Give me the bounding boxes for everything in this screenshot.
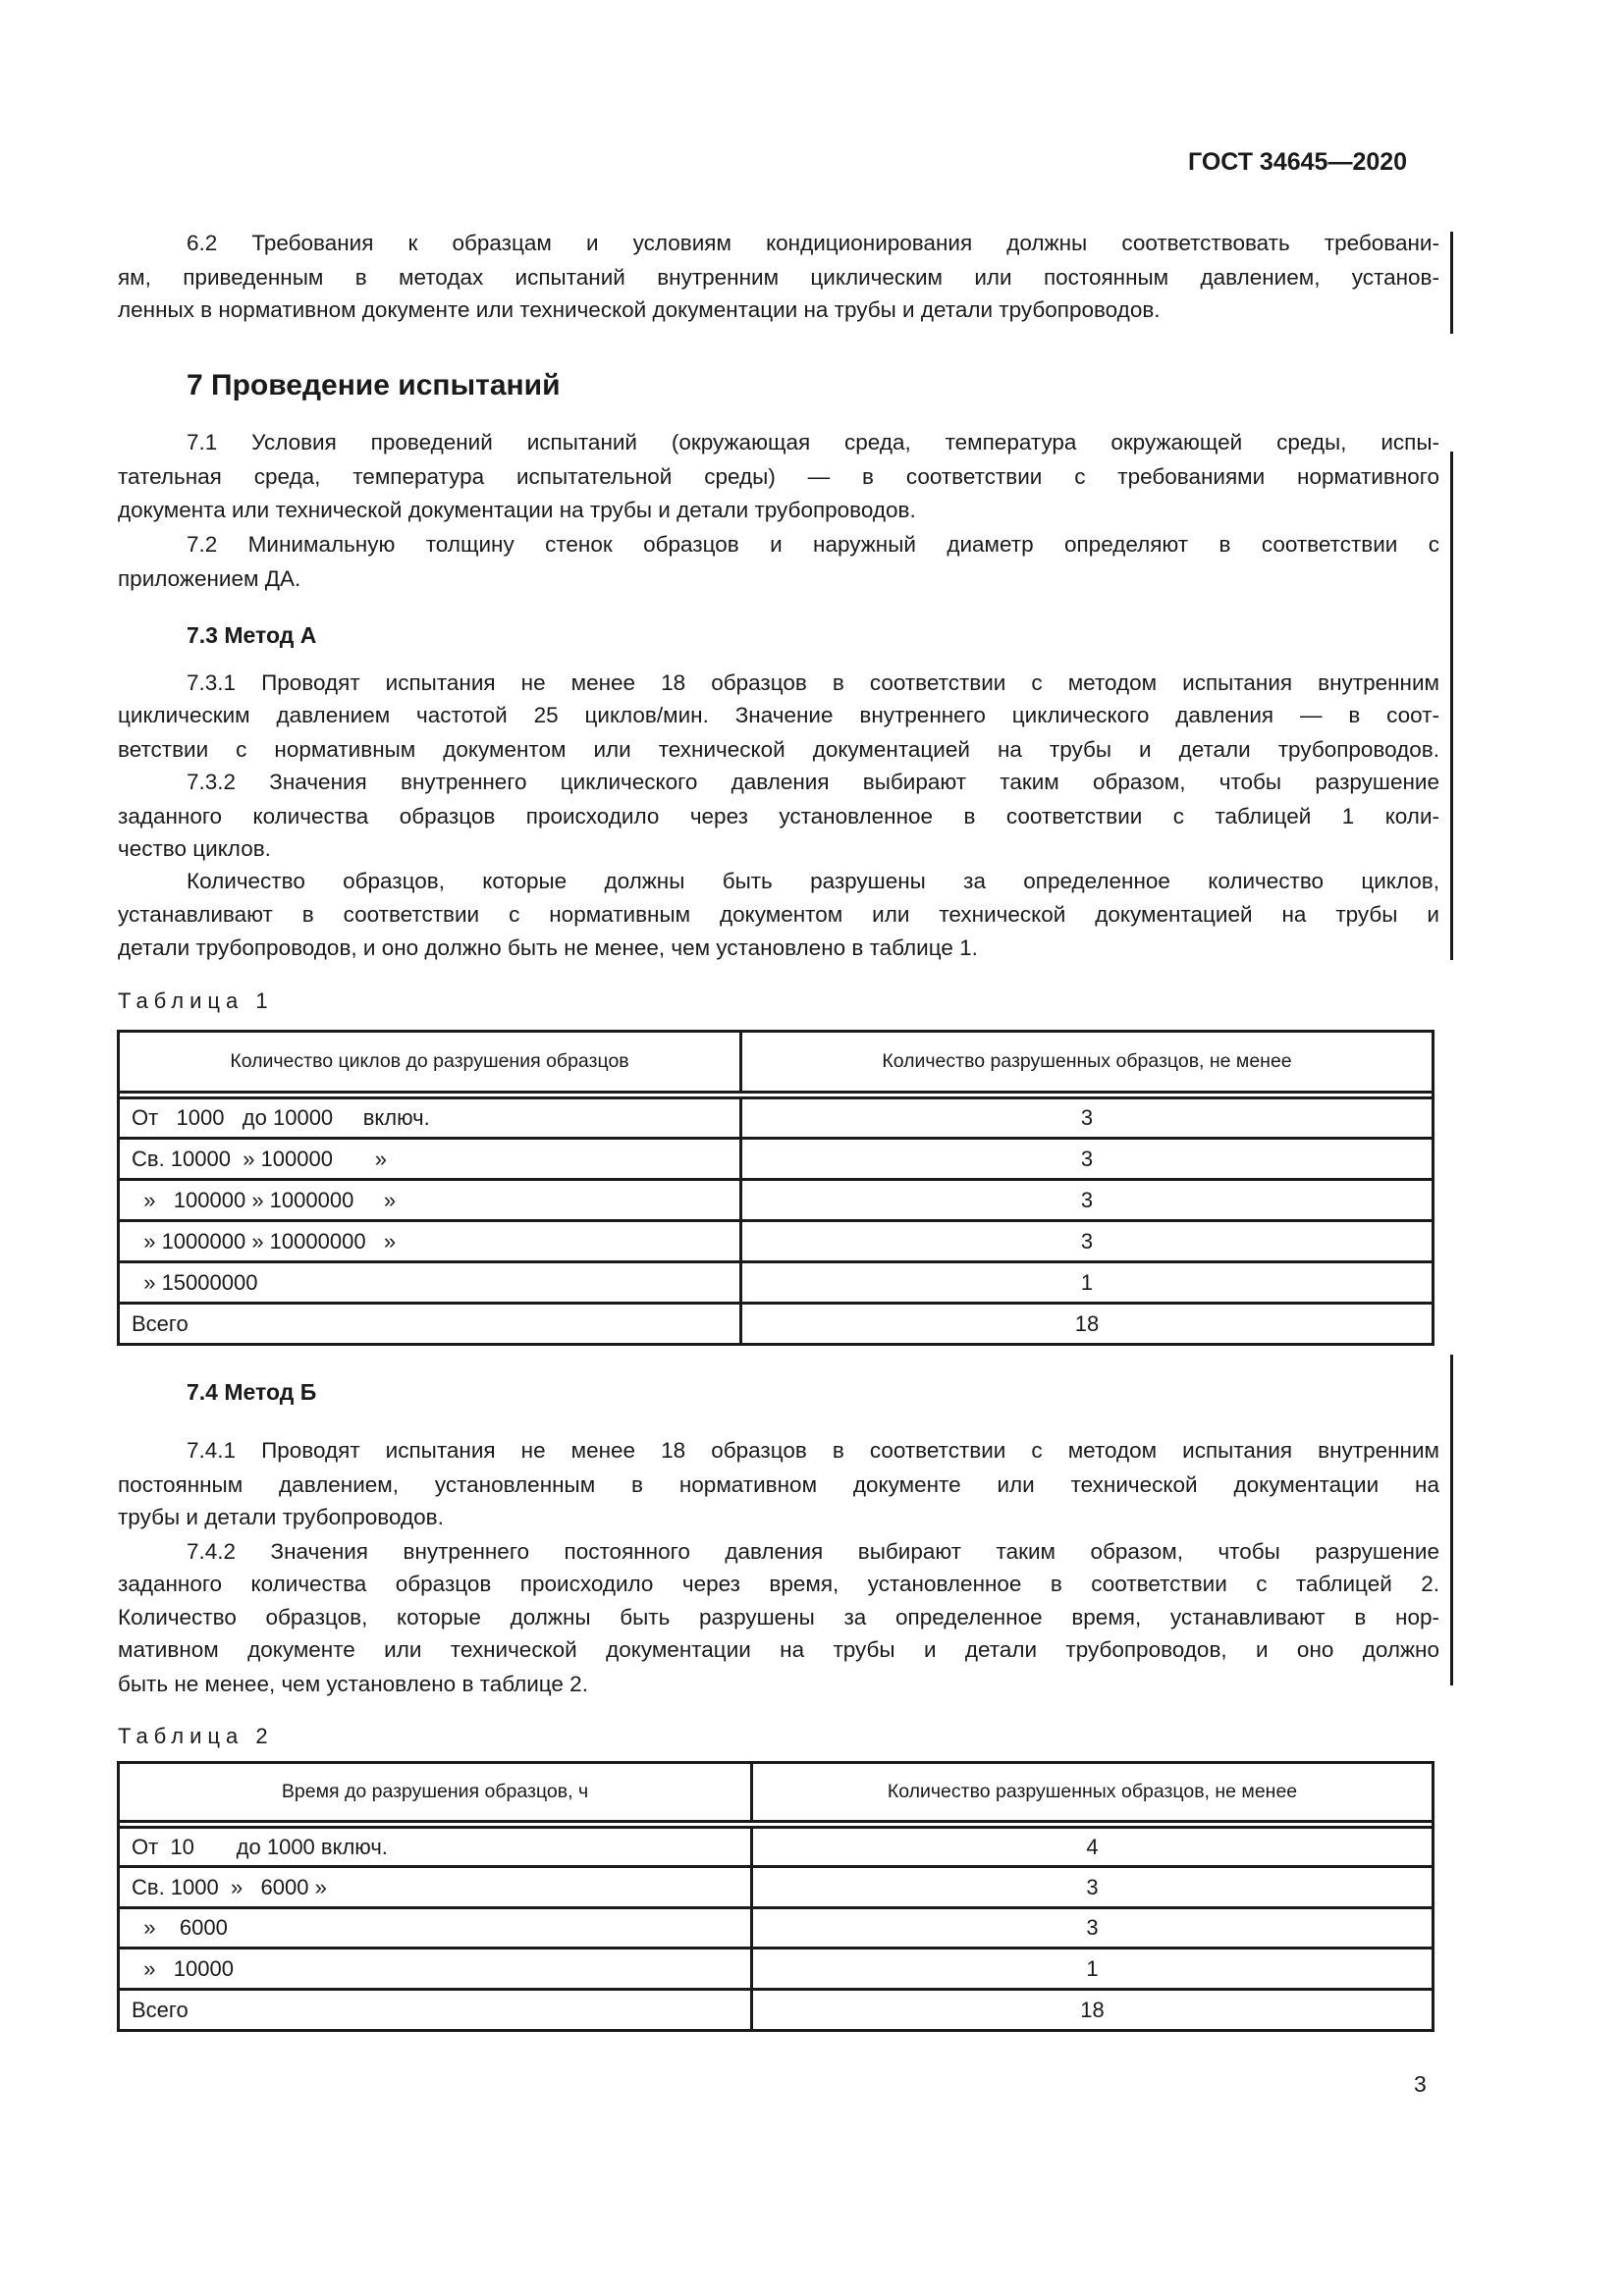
text-line: трубы и детали трубопроводов. [118, 1505, 444, 1529]
table-cell-time: » 10000 [119, 1949, 752, 1990]
text-line: детали трубопроводов, и оно должно быть не менее, чем установлено в таблице 1. [118, 935, 978, 960]
change-bar [1450, 452, 1453, 960]
table-cell-range: Всего [119, 1304, 741, 1345]
table-row-total [119, 1990, 1434, 2031]
table-cell-count: 3 [741, 1139, 1434, 1180]
table-cell-count: 4 [752, 1828, 1434, 1867]
text-line: заданного количества образцов происходило через время, установленное в соответствии с таблицей 2. [118, 1572, 1439, 1596]
change-bar [1450, 232, 1453, 334]
text-line: чество циклов. [118, 836, 271, 861]
document-code-header: ГОСТ 34645—2020 [1188, 148, 1408, 176]
text-line: ветствии с нормативным документом или технической документацией на трубы и детали трубопроводов. [118, 737, 1439, 762]
text-line: 7.3.2 Значения внутреннего циклического давления выбирают таким образом, чтобы разрушение [187, 770, 1439, 794]
subsection-heading-7-4: 7.4 Метод Б [187, 1379, 317, 1405]
table-cell-count: 1 [752, 1949, 1434, 1990]
table-cell-count: 18 [741, 1304, 1434, 1345]
text-line: мативном документе или технической документации на трубы и детали трубопроводов, и оно должно [118, 1637, 1439, 1662]
table-1 [117, 1030, 1435, 1346]
table-cell-time: Всего [119, 1990, 752, 2031]
text-line: заданного количества образцов происходило через установленное в соответствии с таблицей 1 коли- [118, 804, 1439, 828]
text-line: приложением ДА. [118, 566, 301, 591]
table-cell-time: Св. 1000 » 6000 » [119, 1867, 752, 1908]
text-line: тательная среда, температура испытательной среды) — в соответствии с требованиями нормативного [118, 464, 1439, 489]
table-row [119, 1180, 1434, 1221]
text-line: 7.4.2 Значения внутреннего постоянного давления выбирают таким образом, чтобы разрушение [187, 1539, 1439, 1564]
text-line: быть не менее, чем установлено в таблице 2. [118, 1672, 588, 1696]
text-line: Количество образцов, которые должны быть разрушены за определенное количество циклов, [187, 869, 1439, 893]
section-heading-7: 7 Проведение испытаний [187, 369, 561, 401]
table-cell-range: » 15000000 [119, 1262, 741, 1304]
table-cell-range: Св. 10000 » 100000 » [119, 1139, 741, 1180]
text-line: устанавливают в соответствии с нормативным документом или технической документацией на трубы и [118, 902, 1439, 927]
text-line: 7.3.1 Проводят испытания не менее 18 образцов в соответствии с методом испытания внутренним [187, 670, 1439, 695]
table-cell-count: 3 [752, 1867, 1434, 1908]
table-1-caption: Таблица 1 [118, 988, 274, 1013]
text-line: 7.1 Условия проведений испытаний (окружающая среда, температура окружающей среды, испы- [187, 430, 1439, 454]
table-cell-range: От 1000 до 10000 включ. [119, 1098, 741, 1139]
page-number: 3 [1414, 2071, 1427, 2097]
table-cell-count: 1 [741, 1262, 1434, 1304]
text-line: 7.4.1 Проводят испытания не менее 18 образцов в соответствии с методом испытания внутренним [187, 1438, 1439, 1463]
change-bar [1450, 1355, 1453, 1685]
text-line: Количество образцов, которые должны быть разрушены за определенное время, устанавливают в нор- [118, 1605, 1439, 1629]
table-row [119, 1908, 1434, 1949]
table-cell-count: 3 [741, 1098, 1434, 1139]
table-header-cell: Количество циклов до разрушения образцов [119, 1032, 741, 1093]
table-2 [117, 1761, 1435, 2032]
table-row [119, 1221, 1434, 1262]
table-header-cell: Время до разрушения образцов, ч [119, 1763, 752, 1822]
table-2-caption: Таблица 2 [118, 1724, 274, 1748]
table-cell-count: 3 [741, 1180, 1434, 1221]
text-line: ям, приведенным в методах испытаний внутренним циклическим или постоянным давлением, установ- [118, 265, 1439, 290]
table-header-cell: Количество разрушенных образцов, не менее [741, 1032, 1434, 1093]
table-header-cell: Количество разрушенных образцов, не менее [752, 1763, 1434, 1822]
table-row [119, 1949, 1434, 1990]
table-row [119, 1867, 1434, 1908]
table-cell-count: 3 [741, 1221, 1434, 1262]
table-cell-count: 18 [752, 1990, 1434, 2031]
table-row [119, 1139, 1434, 1180]
text-line: циклическим давлением частотой 25 циклов/мин. Значение внутреннего циклического давления — в соот- [118, 703, 1439, 727]
table-row [119, 1828, 1434, 1867]
table-row [119, 1262, 1434, 1304]
table-cell-count: 3 [752, 1908, 1434, 1949]
table-cell-time: » 6000 [119, 1908, 752, 1949]
table-cell-range: » 1000000 » 10000000 » [119, 1221, 741, 1262]
text-line: 7.2 Минимальную толщину стенок образцов и наружный диаметр определяют в соответствии с [187, 532, 1439, 557]
table-row [119, 1098, 1434, 1139]
table-cell-range: » 100000 » 1000000 » [119, 1180, 741, 1221]
text-line: документа или технической документации на трубы и детали трубопроводов. [118, 498, 916, 522]
table-row-total [119, 1304, 1434, 1345]
subsection-heading-7-3: 7.3 Метод А [187, 622, 317, 648]
text-line: ленных в нормативном документе или технической документации на трубы и детали трубопроводов. [118, 297, 1161, 322]
table-cell-time: От 10 до 1000 включ. [119, 1828, 752, 1867]
text-line: постоянным давлением, установленным в нормативном документе или технической документации на [118, 1472, 1439, 1497]
text-line: 6.2 Требования к образцам и условиям кондиционирования должны соответствовать требовани- [187, 231, 1439, 255]
